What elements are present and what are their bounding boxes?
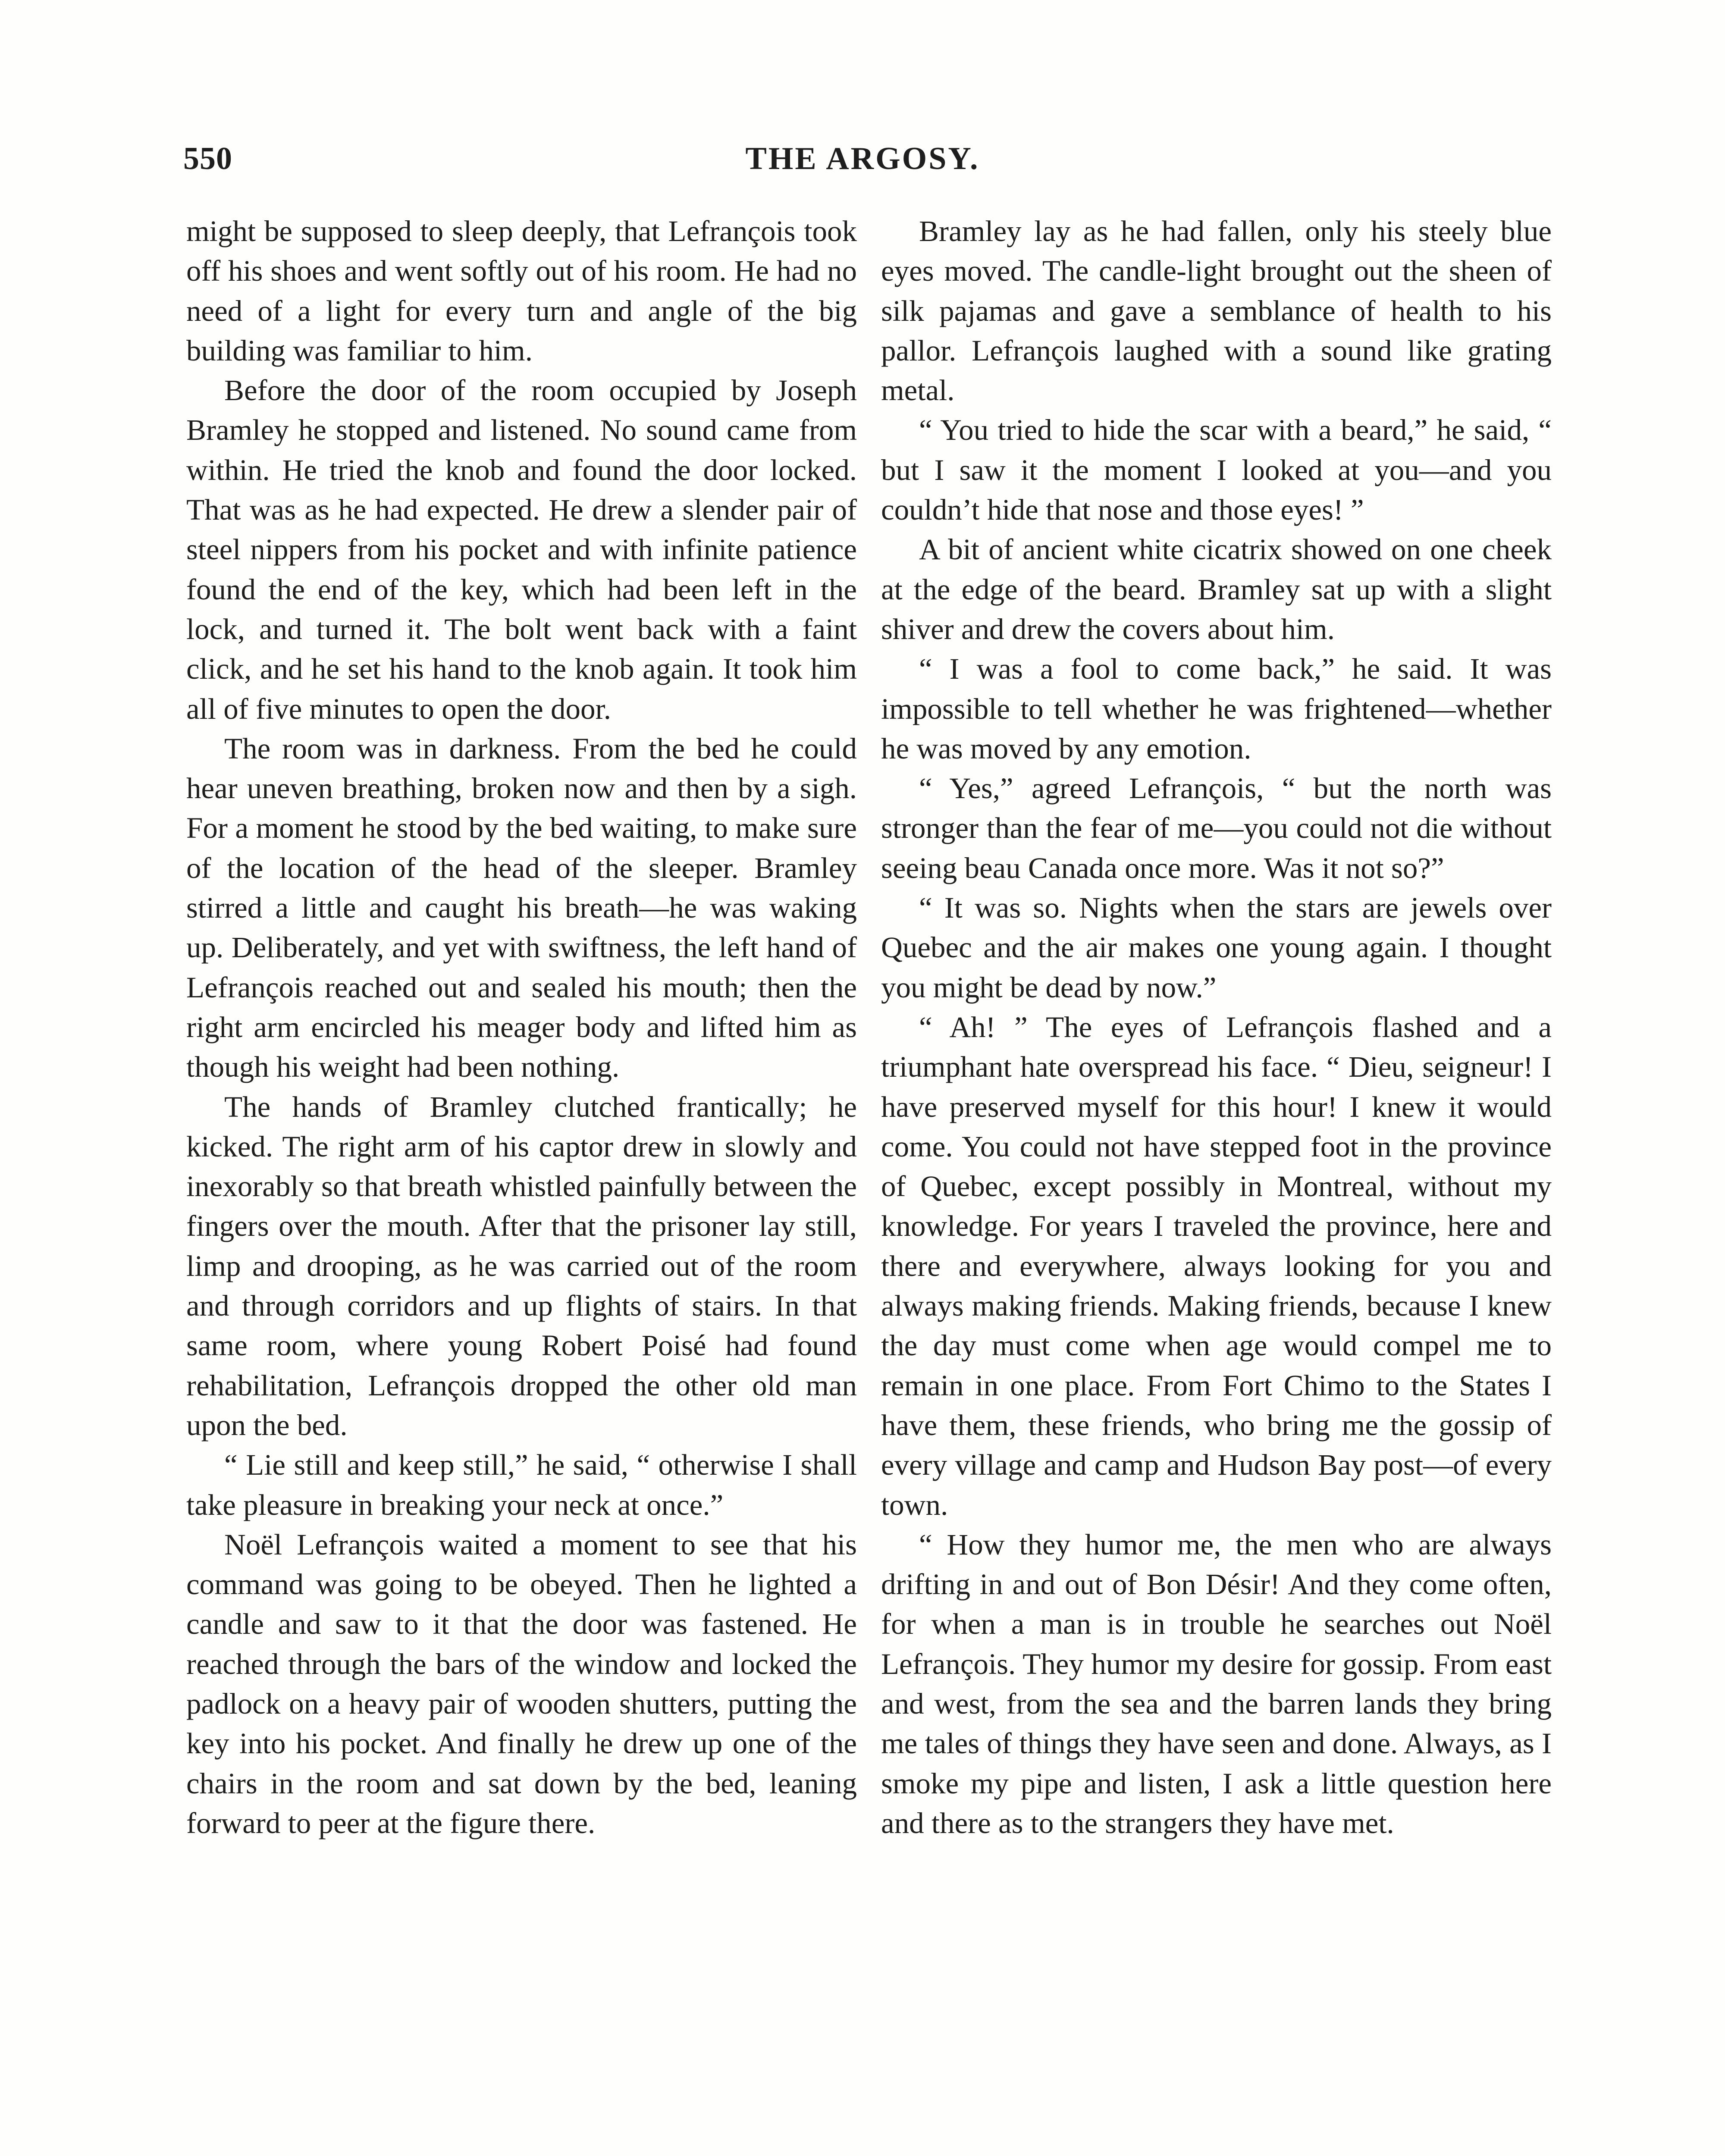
page-number: 550 [183, 141, 232, 176]
paragraph: “ Lie still and keep still,” he said, “ otherwise I shall take pleasure in breaking your neck at once.” [186, 1448, 857, 1521]
left-column [186, 211, 857, 1843]
magazine-title: THE ARGOSY. [745, 141, 980, 176]
paragraph: Noël Lefrançois waited a moment to see that his command was going to be obeyed. Then he lighted a candle and saw to it that the door was fastened. He reached through the bars of the window and locked the padlock on a heavy pair of wooden shutters, putting the key into his pocket. And finally he drew up one of the chairs in the room and sat down by the bed, leaning forward to peer at the figure there. [186, 1528, 857, 1839]
paragraph: “ Ah! ” The eyes of Lefrançois flashed and a triumphant hate overspread his face. “ Dieu, seigneur! I have preserved myself for this hour! I knew it would come. You could not have stepped foot in the province of Quebec, except possibly in Montreal, without my knowledge. For years I traveled the province, here and there and everywhere, always looking for you and always making friends. Making friends, because I knew the day must come when age would compel me to remain in one place. From Fort Chimo to the States I have them, these friends, who bring me the gossip of every village and camp and Hudson Bay post—of every town. [881, 1010, 1552, 1521]
paragraph: “ How they humor me, the men who are always drifting in and out of Bon Désir! And they come often, for when a man is in trouble he searches out Noël Lefrançois. They humor my desire for gossip. From east and west, from the sea and the barren lands they bring me tales of things they have seen and done. Always, as I smoke my pipe and listen, I ask a little question here and there as to the strangers they have met. [881, 1528, 1552, 1839]
paragraph: “ Yes,” agreed Lefrançois, “ but the north was stronger than the fear of me—you could not die without seeing beau Canada once more. Was it not so?” [881, 772, 1552, 884]
paragraph: A bit of ancient white cicatrix showed on one cheek at the edge of the beard. Bramley sat up with a slight shiver and drew the covers about him. [881, 533, 1552, 646]
paragraph: “ You tried to hide the scar with a beard,” he said, “ but I saw it the moment I looked at you—and you couldn’t hide that nose and those eyes! ” [881, 414, 1552, 526]
paragraph: The room was in darkness. From the bed he could hear uneven breathing, broken now and then by a sigh. For a moment he stood by the bed waiting, to make sure of the location of the head of the sleeper. Bramley stirred a little and caught his breath—he was waking up. Deliberately, and yet with swiftness, the left hand of Lefrançois reached out and sealed his mouth; then the right arm encircled his meager body and lifted him as though his weight had been nothing. [186, 732, 857, 1084]
paragraph: “ It was so. Nights when the stars are jewels over Quebec and the air makes one young again. I thought you might be dead by now.” [881, 891, 1552, 1004]
paragraph: “ I was a fool to come back,” he said. It was impossible to tell whether he was frightened—whether he was moved by any emotion. [881, 652, 1552, 765]
paragraph: Bramley lay as he had fallen, only his steely blue eyes moved. The candle-light brought out the sheen of silk pajamas and gave a semblance of health to his pallor. Lefrançois laughed with a sound like grating metal. [881, 215, 1552, 407]
right-column [881, 211, 1552, 1843]
paragraph: might be supposed to sleep deeply, that Lefrançois took off his shoes and went softly out of his room. He had no need of a light for every turn and angle of the big building was familiar to him. [186, 215, 857, 367]
paragraph: The hands of Bramley clutched frantically; he kicked. The right arm of his captor drew in slowly and inexorably so that breath whistled painfully between the fingers over the mouth. After that the prisoner lay still, limp and drooping, as he was carried out of the room and through corridors and up flights of stairs. In that same room, where young Robert Poisé had found rehabilitation, Lefrançois dropped the other old man upon the bed. [186, 1090, 857, 1442]
paragraph: Before the door of the room occupied by Joseph Bramley he stopped and listened. No sound came from within. He tried the knob and found the door locked. That was as he had expected. He drew a slender pair of steel nippers from his pocket and with infinite patience found the end of the key, which had been left in the lock, and turned it. The bolt went back with a faint click, and he set his hand to the knob again. It took him all of five minutes to open the door. [186, 374, 857, 725]
page-header [183, 137, 1542, 185]
